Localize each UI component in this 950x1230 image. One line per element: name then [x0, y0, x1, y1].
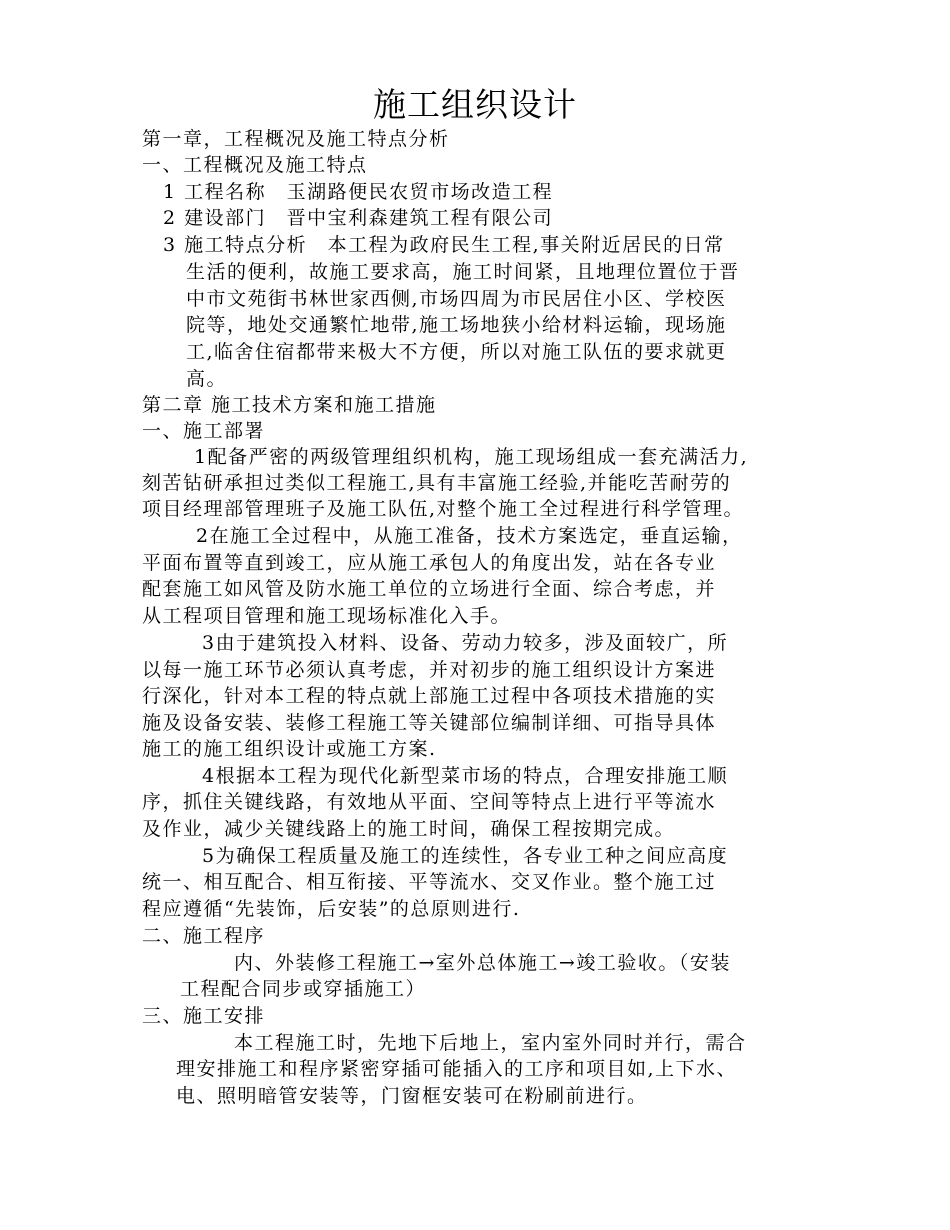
paragraph-line: 5为确保工程质量及施工的连续性，各专业工种之间应高度 — [202, 845, 729, 867]
paragraph-line: 刻苦钻研承担过类似工程施工,具有丰富施工经验,并能吃苦耐劳的 — [142, 472, 732, 494]
paragraph-line: 1配备严密的两级管理组织机构，施工现场组成一套充满活力, — [194, 446, 749, 468]
paragraph-line: 工程配合同步或穿插施工） — [180, 978, 427, 1000]
section-heading: 二、施工程序 — [142, 925, 266, 947]
paragraph-line: 平面布置等直到竣工，应从施工承包人的角度出发，站在各专业 — [142, 552, 717, 574]
paragraph-line: 施工的施工组织设计或施工方案. — [142, 738, 437, 760]
chapter-1-heading: 第一章，工程概况及施工特点分析 — [142, 128, 450, 150]
paragraph-line: 中市文苑街书林世家西侧,市场四周为市民居住小区、学校医 — [186, 288, 727, 310]
paragraph-line: 理安排施工和程序紧密穿插可能插入的工序和项目如,上下水、 — [176, 1058, 738, 1080]
paragraph-line: 统一、相互配合、相互衔接、平等流水、交叉作业。整个施工过 — [142, 871, 717, 893]
paragraph-line: 3由于建筑投入材料、设备、劳动力较多，涉及面较广，所 — [202, 632, 729, 654]
section-heading: 一、施工部署 — [142, 420, 266, 442]
paragraph-line: 2在施工全过程中，从施工准备，技术方案选定，垂直运输， — [196, 525, 743, 547]
paragraph-line: 内、外装修工程施工→室外总体施工→竣工验收。（安装 — [234, 952, 731, 974]
paragraph-line: 程应遵循“先装饰，后安装”的总原则进行. — [142, 898, 521, 920]
paragraph-line: 从工程项目管理和施工现场标准化入手。 — [142, 605, 512, 627]
section-heading: 三、施工安排 — [142, 1005, 266, 1027]
list-item: 3 施工特点分析 本工程为政府民生工程,事关附近居民的日常 — [163, 234, 725, 256]
paragraph-line: 院等，地处交通繁忙地带,施工场地狭小给材料运输，现场施 — [186, 314, 727, 336]
paragraph-line: 配套施工如风管及防水施工单位的立场进行全面、综合考虑，并 — [142, 578, 717, 600]
paragraph-line: 序，抓住关键线路，有效地从平面、空间等特点上进行平等流水 — [142, 791, 717, 813]
paragraph-line: 4根据本工程为现代化新型菜市场的特点，合理安排施工顺 — [202, 765, 729, 787]
document-title: 施工组织设计 — [373, 85, 577, 124]
paragraph-line: 本工程施工时，先地下后地上，室内室外同时并行，需合 — [234, 1032, 747, 1054]
section-heading: 一、工程概况及施工特点 — [142, 154, 368, 176]
chapter-2-heading: 第二章 施工技术方案和施工措施 — [142, 394, 437, 416]
paragraph-line: 及作业，减少关键线路上的施工时间，确保工程按期完成。 — [142, 818, 676, 840]
list-item: 2 建设部门 晋中宝利森建筑工程有限公司 — [163, 207, 554, 229]
paragraph-line: 行深化，针对本工程的特点就上部施工过程中各项技术措施的实 — [142, 685, 717, 707]
paragraph-line: 施及设备安装、装修工程施工等关键部位编制详细、可指导具体 — [142, 712, 717, 734]
list-item: 1 工程名称 玉湖路便民农贸市场改造工程 — [163, 181, 554, 203]
paragraph-line: 项目经理部管理班子及施工队伍,对整个施工全过程进行科学管理。 — [142, 498, 745, 520]
paragraph-line: 高。 — [186, 368, 228, 390]
paragraph-line: 工,临舍住宿都带来极大不方便，所以对施工队伍的要求就更 — [186, 341, 727, 363]
paragraph-line: 生活的便利，故施工要求高，施工时间紧，且地理位置位于晋 — [186, 261, 740, 283]
paragraph-line: 电、照明暗管安装等，门窗框安装可在粉刷前进行。 — [176, 1085, 648, 1107]
paragraph-line: 以每一施工环节必须认真考虑，并对初步的施工组织设计方案进 — [142, 659, 717, 681]
